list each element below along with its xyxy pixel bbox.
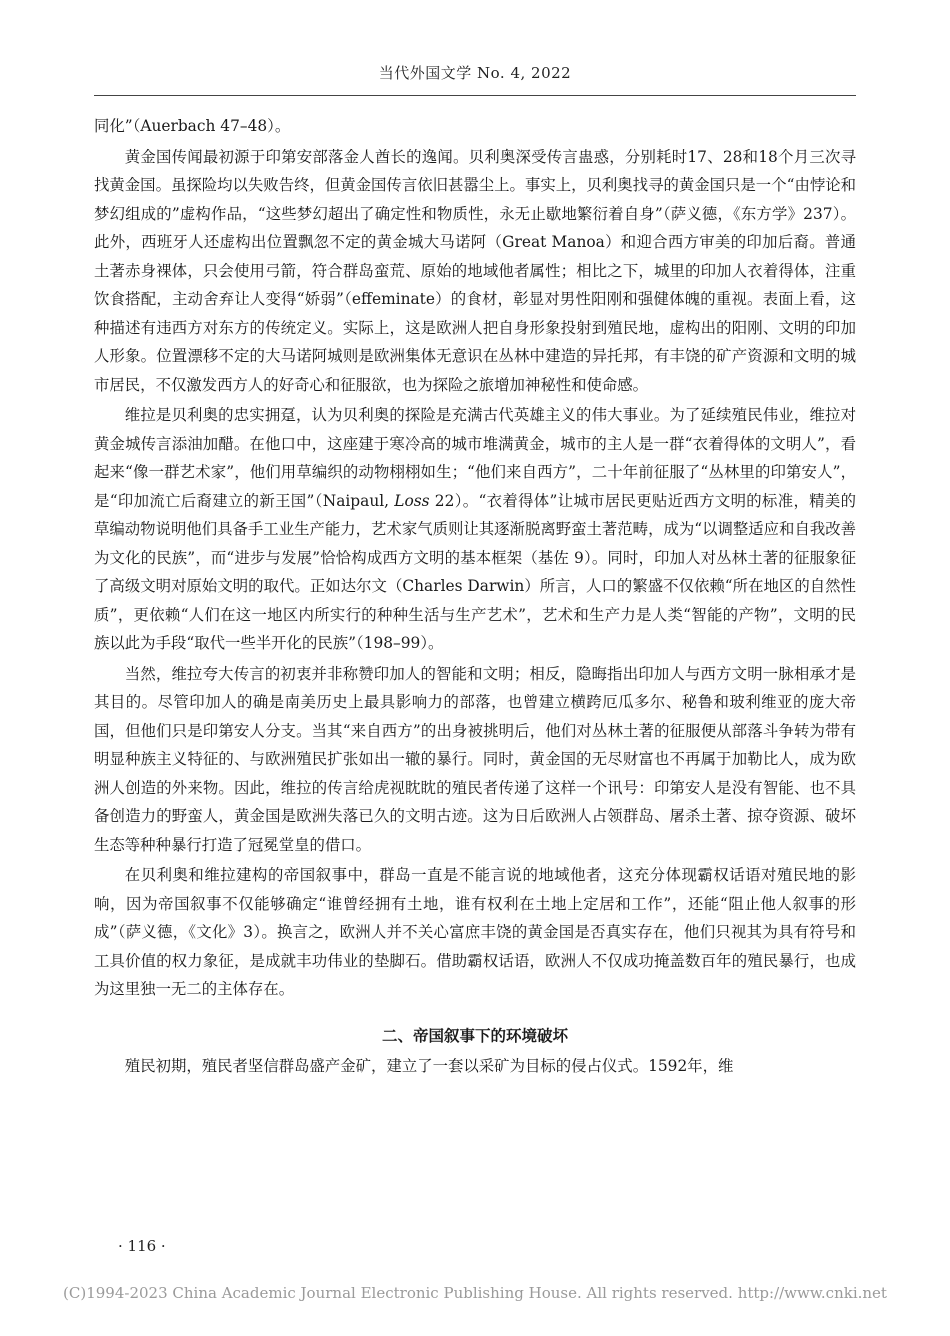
section-heading: 二、帝国叙事下的环境破坏 [381,1026,568,1045]
journal-header: 当代外国文学 No. 4, 2022 [378,64,572,82]
article-body [94,112,856,1081]
paragraph-3 [94,401,856,658]
paragraph-3-part-b: 22）。“衣着得体”让城市居民更贴近西方文明的标准，精美的草编动物说明他们具备手工业生产能力，艺术家气质则让其逐渐脱离野蛮土著范畴，成为“以调整适应和自我改善为文化的民族”，而“进步与发展”恰恰构成西方文明的基本框架（基佐 9）。同时，印加人对丛林土著的征服象征了高级文明对原始文明的取代。正如达尔文（Charles Darwin）所言，人口的繁盛不仅依赖“所在地区的自然性质”，更依赖“人们在这一地区内所实行的种种生活与生产艺术”，艺术和生产力是人类“智能的产物”，文明的民族以此为手段“取代一些半开化的民族”（198–99）。 [94,491,857,652]
paragraph-1: 同化”（Auerbach 47–48）。 [94,117,291,135]
italic-title-loss: Loss [394,491,430,510]
paragraph-6: 殖民初期，殖民者坚信群岛盛产金矿，建立了一套以采矿为目标的侵占仪式。1592年，维 [124,1057,734,1075]
page-number: · 116 · [118,1237,166,1255]
header-rule [94,95,856,96]
paragraph-5: 在贝利奥和维拉建构的帝国叙事中，群岛一直是不能言说的地域他者，这充分体现霸权话语对殖民地的影响，因为帝国叙事不仅能够确定“谁曾经拥有土地，谁有权利在土地上定居和工作”，还能“阻止他人叙事的形成”（萨义德，《文化》3）。换言之，欧洲人并不关心富庶丰饶的黄金国是否真实存在，他们只视其为具有符号和工具价值的权力象征，是成就丰功伟业的垫脚石。借助霸权话语，欧洲人不仅成功掩盖数百年的殖民暴行，也成为这里独一无二的主体存在。 [94,866,856,998]
paragraph-3-part-a: 维拉是贝利奥的忠实拥趸，认为贝利奥的探险是充满古代英雄主义的伟大事业。为了延续殖民伟业，维拉对黄金城传言添油加醋。在他口中，这座建于寒冷高的城市堆满黄金，城市的主人是一群“衣着得体的文明人”，看起来“像一群艺术家”，他们用草编织的动物栩栩如生；“他们来自西方”，二十年前征服了“丛林里的印第安人”，是“印加流亡后裔建立的新王国”（Naipaul, [94,406,856,510]
copyright-footer: (C)1994-2023 China Academic Journal Electronic Publishing House. All rights reserved. http://www.cnki.net [63,1284,887,1302]
paragraph-2: 黄金国传闻最初源于印第安部落金人酋长的逸闻。贝利奥深受传言蛊惑，分别耗时17、28和18个月三次寻找黄金国。虽探险均以失败告终，但黄金国传言依旧甚嚣尘上。事实上，贝利奥找寻的黄金国只是一个“由悖论和梦幻组成的”虚构作品，“这些梦幻超出了确定性和物质性，永无止歇地繁衍着自身”（萨义德，《东方学》237）。此外，西班牙人还虚构出位置飘忽不定的黄金城大马诺阿（Great Manoa）和迎合西方审美的印加后裔。普通土著赤身裸体，只会使用弓箭，符合群岛蛮荒、原始的地域他者属性；相比之下，城里的印加人衣着得体，注重饮食搭配，主动舍弃让人变得“娇弱”（effeminate）的食材，彰显对男性阳刚和强健体魄的重视。表面上看，这种描述有违西方对东方的传统定义。实际上，这是欧洲人把自身形象投射到殖民地，虚构出的阳刚、文明的印加人形象。位置漂移不定的大马诺阿城则是欧洲集体无意识在丛林中建造的异托邦，有丰饶的矿产资源和文明的城市居民，不仅激发西方人的好奇心和征服欲，也为探险之旅增加神秘性和使命感。 [94,147,857,394]
paragraph-4: 当然，维拉夸大传言的初衷并非称赞印加人的智能和文明；相反，隐晦指出印加人与西方文明一脉相承才是其目的。尽管印加人的确是南美历史上最具影响力的部落，也曾建立横跨厄瓜多尔、秘鲁和玻利维亚的庞大帝国，但他们只是印第安人分支。当其“来自西方”的出身被挑明后，他们对丛林土著的征服便从部落斗争转为带有明显种族主义特征的、与欧洲殖民扩张如出一辙的暴行。同时，黄金国的无尽财富也不再属于加勒比人，成为欧洲人创造的外来物。因此，维拉的传言给虎视眈眈的殖民者传递了这样一个讯号：印第安人是没有智能、也不具备创造力的野蛮人，黄金国是欧洲失落已久的文明古迹。这为日后欧洲人占领群岛、屠杀土著、掠夺资源、破坏生态等种种暴行打造了冠冕堂皇的借口。 [94,664,856,854]
